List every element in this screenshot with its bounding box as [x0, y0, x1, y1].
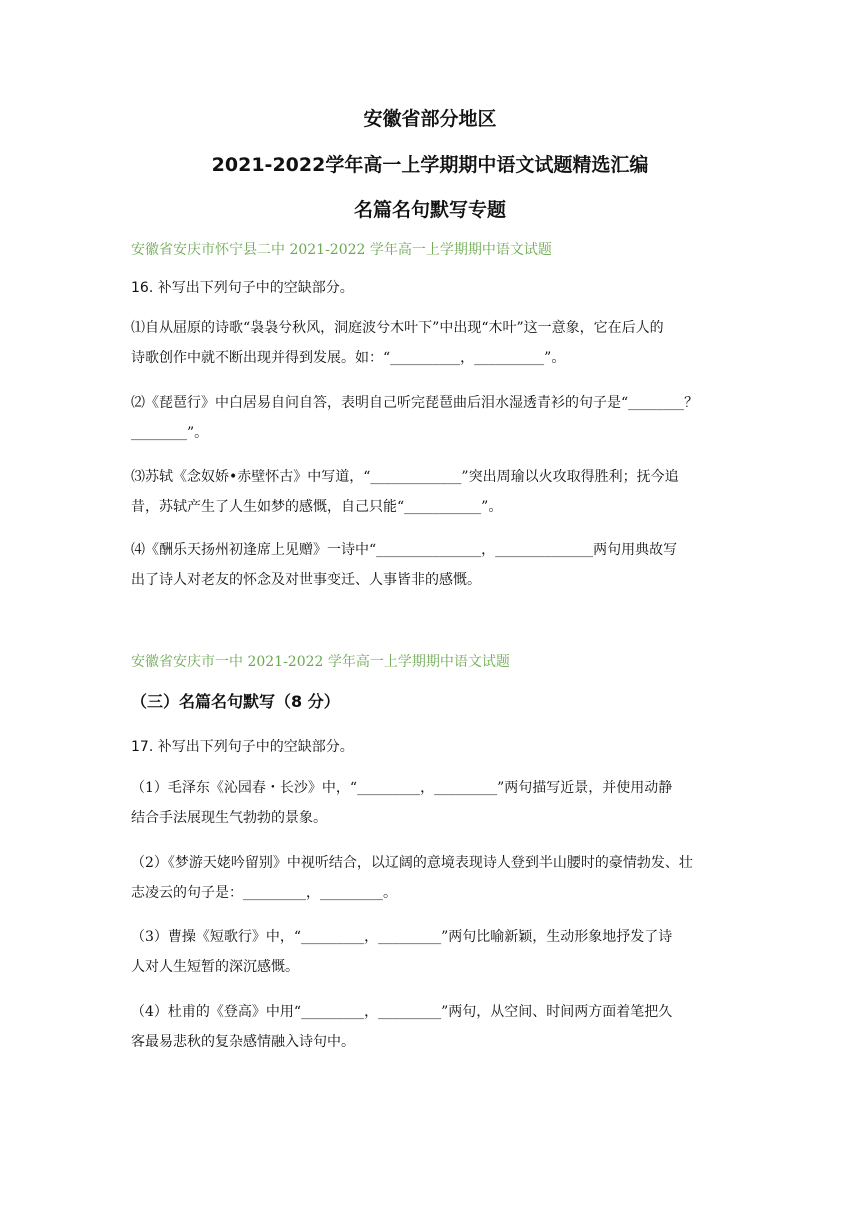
item-line: 结合手法展现生气勃勃的景象。 [131, 810, 327, 826]
item-line: 出了诗人对老友的怀念及对世事变迁、人事皆非的感慨。 [131, 572, 481, 588]
doc-title-region: 安徽省部分地区 [363, 108, 497, 130]
item-line: ⑶苏轼《念奴娇•赤壁怀古》中写道，“_____________”突出周瑜以火攻取得胜利；抚今追 [131, 469, 679, 485]
item-17-4 [131, 997, 729, 1057]
item-line: （4）杜甫的《登高》中用“_________，_________”两句，从空间、时间两方面着笔把久 [131, 1004, 673, 1020]
item-16-3 [131, 462, 729, 522]
item-17-1 [131, 773, 729, 833]
item-16-2 [131, 388, 729, 448]
source-2: 安徽省安庆市一中 2021-2022 学年高一上学期期中语文试题 [131, 654, 510, 670]
item-line: 人对人生短暂的深沉感慨。 [131, 959, 299, 975]
item-line: ________”。 [131, 425, 209, 441]
item-line: 诗歌创作中就不断出现并得到发展。如：“__________，__________”。 [131, 350, 566, 366]
item-line: 昔，苏轼产生了人生如梦的感慨，自己只能“___________”。 [131, 499, 503, 515]
section-heading: （三）名篇名句默写（8 分） [131, 692, 340, 711]
item-line: 客最易悲秋的复杂感情融入诗句中。 [131, 1034, 355, 1050]
doc-title-topic: 名篇名句默写专题 [353, 199, 506, 221]
source-1: 安徽省安庆市怀宁县二中 2021-2022 学年高一上学期期中语文试题 [131, 242, 552, 258]
item-line: ⑷《酬乐天扬州初逢席上见赠》一诗中“_______________，______________两句用典故写 [131, 542, 678, 558]
question-16: 16. 补写出下列句子中的空缺部分。 [131, 280, 354, 296]
item-line: 志凌云的句子是：_________，_________。 [131, 885, 397, 901]
item-16-1 [131, 313, 729, 373]
item-line: ⑴自从屈原的诗歌“袅袅兮秋风，洞庭波兮木叶下”中出现“木叶”这一意象，它在后人的 [131, 320, 664, 336]
question-17: 17. 补写出下列句子中的空缺部分。 [131, 739, 354, 755]
item-17-3 [131, 922, 729, 982]
item-line: （1）毛泽东《沁园春・长沙》中，“_________，_________”两句描写近景，并使用动静 [131, 780, 673, 796]
item-17-2 [131, 848, 729, 908]
item-16-4 [131, 535, 729, 595]
doc-title-main: 2021-2022学年高一上学期期中语文试题精选汇编 [211, 154, 649, 176]
item-line: ⑵《琵琶行》中白居易自问自答，表明自己听完琵琶曲后泪水湿透青衫的句子是“________？ [131, 395, 699, 411]
item-line: （3）曹操《短歌行》中，“_________，_________”两句比喻新颖，生动形象地抒发了诗 [131, 929, 673, 945]
item-line: （2）《梦游天姥吟留别》中视听结合，以辽阔的意境表现诗人登到半山腰时的豪情勃发、壮 [131, 855, 693, 871]
